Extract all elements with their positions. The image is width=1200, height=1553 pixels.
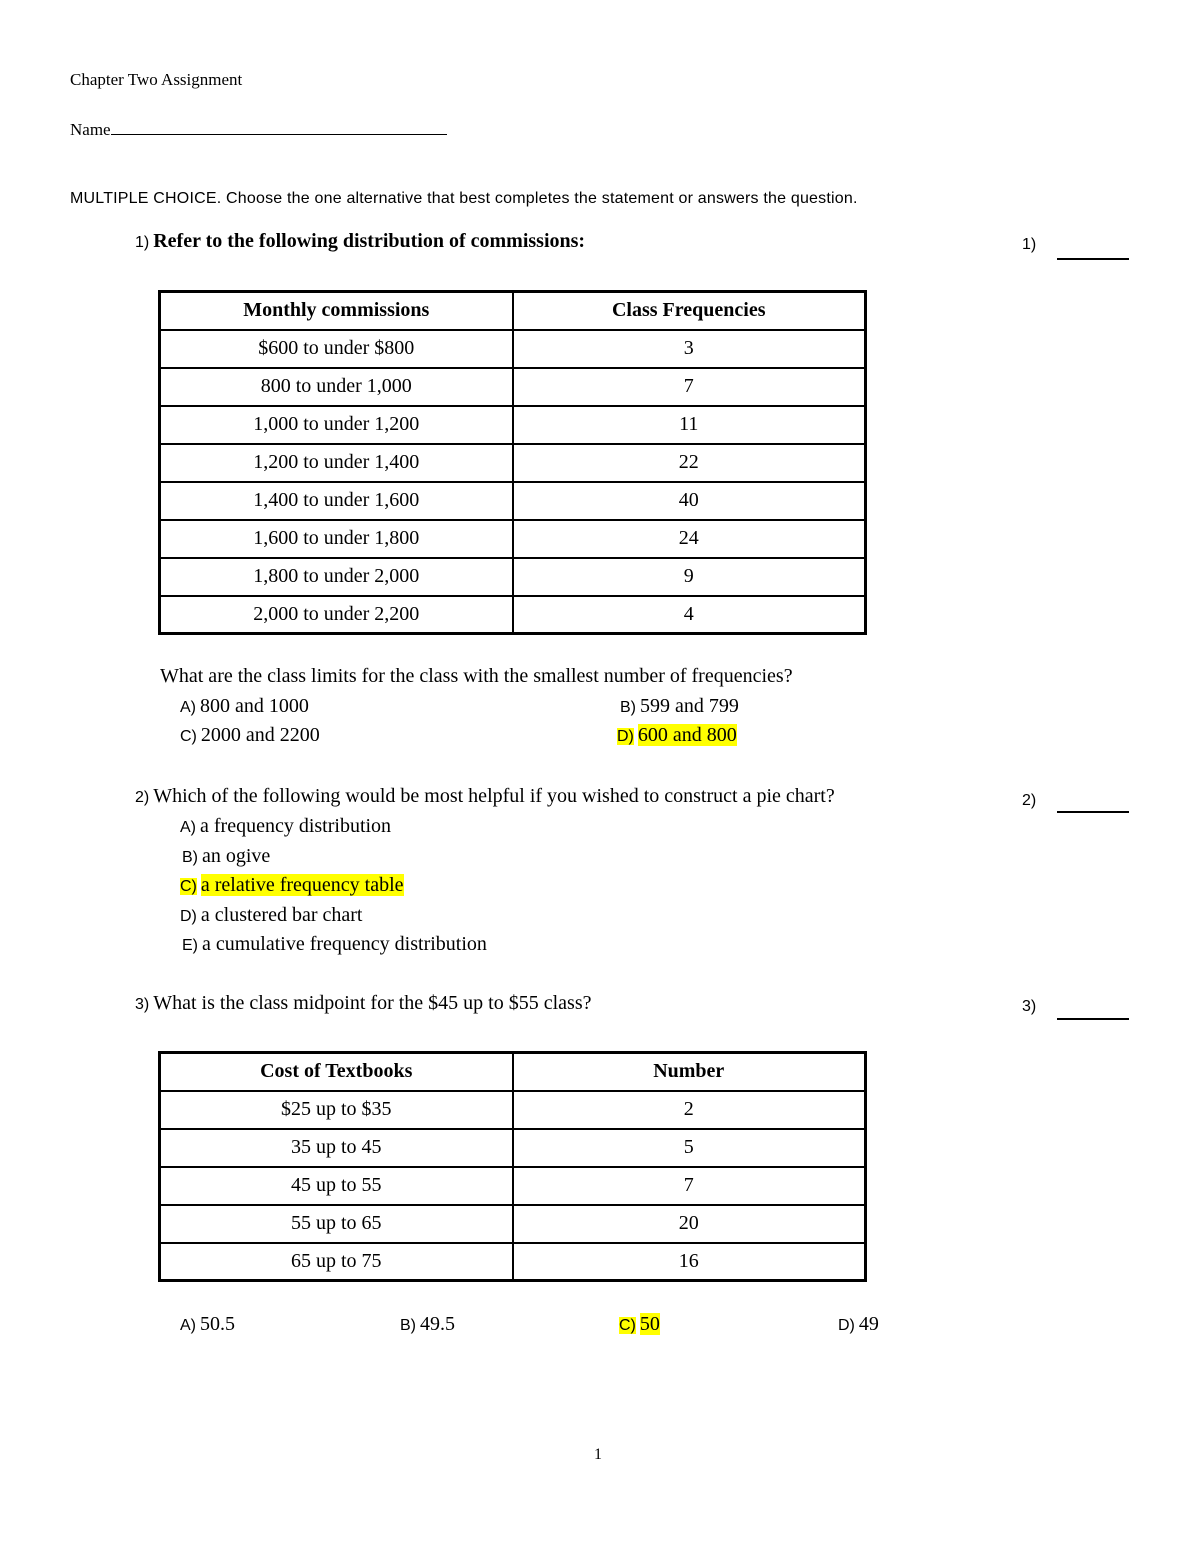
option-letter: C) bbox=[619, 1317, 636, 1334]
table-header-cell: Monthly commissions bbox=[160, 292, 513, 330]
table-cell: 1,800 to under 2,000 bbox=[160, 558, 513, 596]
option-text: a cumulative frequency distribution bbox=[202, 933, 487, 955]
q1-option-b[interactable] bbox=[620, 695, 739, 718]
table-header-cell: Number bbox=[513, 1053, 866, 1091]
table-row bbox=[160, 330, 866, 368]
option-letter: B) bbox=[400, 1317, 416, 1334]
question-1-text: What are the class limits for the class with the smallest number of frequencies? bbox=[160, 665, 793, 687]
table-cell: 9 bbox=[513, 558, 866, 596]
q3-option-d[interactable] bbox=[838, 1313, 879, 1336]
answer-number-2: 2) bbox=[1022, 792, 1037, 809]
table-cell: 55 up to 65 bbox=[160, 1205, 513, 1243]
table-row bbox=[160, 1243, 866, 1281]
option-letter: C) bbox=[180, 728, 197, 745]
table-row bbox=[160, 1205, 866, 1243]
answer-blank-2[interactable] bbox=[1057, 811, 1129, 813]
table-cell: 3 bbox=[513, 330, 866, 368]
q1-option-a[interactable] bbox=[180, 695, 309, 718]
table-header-row bbox=[160, 1053, 866, 1091]
table-cell: 4 bbox=[513, 596, 866, 634]
answer-blank-1[interactable] bbox=[1057, 258, 1129, 260]
instructions: MULTIPLE CHOICE. Choose the one alternative that best completes the statement or answers the question. bbox=[70, 190, 858, 207]
option-text: 50.5 bbox=[200, 1313, 235, 1335]
question-1-prompt bbox=[135, 230, 585, 253]
table-cell: 2 bbox=[513, 1091, 866, 1129]
table-cell: $25 up to $35 bbox=[160, 1091, 513, 1129]
table-cell: 1,400 to under 1,600 bbox=[160, 482, 513, 520]
option-text: 600 and 800 bbox=[637, 724, 737, 746]
question-text: What is the class midpoint for the $45 up to $55 class? bbox=[153, 992, 592, 1014]
document-title: Chapter Two Assignment bbox=[70, 70, 243, 89]
option-letter: A) bbox=[180, 699, 196, 716]
table-header-cell: Class Frequencies bbox=[513, 292, 866, 330]
table-cell: 800 to under 1,000 bbox=[160, 368, 513, 406]
table-cell: 16 bbox=[513, 1243, 866, 1281]
option-text: 49 bbox=[858, 1313, 879, 1335]
table-row bbox=[160, 482, 866, 520]
option-letter: C) bbox=[180, 878, 197, 895]
table-cell: 1,600 to under 1,800 bbox=[160, 520, 513, 558]
q2-option-e[interactable] bbox=[182, 933, 487, 956]
question-number: 1) bbox=[135, 234, 150, 251]
q3-option-c[interactable] bbox=[619, 1313, 660, 1336]
option-letter: E) bbox=[182, 937, 198, 954]
table-header-cell: Cost of Textbooks bbox=[160, 1053, 513, 1091]
table-cell: 22 bbox=[513, 444, 866, 482]
table-cell: 45 up to 55 bbox=[160, 1167, 513, 1205]
option-letter: D) bbox=[838, 1317, 855, 1334]
question-number: 2) bbox=[135, 789, 150, 806]
q1-option-c[interactable] bbox=[180, 724, 320, 747]
question-number: 3) bbox=[135, 996, 150, 1013]
answer-number-3: 3) bbox=[1022, 998, 1037, 1015]
q2-option-b[interactable] bbox=[182, 845, 270, 868]
q3-option-a[interactable] bbox=[180, 1313, 235, 1336]
name-label: Name bbox=[70, 120, 111, 139]
option-letter: D) bbox=[180, 908, 197, 925]
option-text: 599 and 799 bbox=[640, 695, 739, 717]
name-field[interactable] bbox=[70, 118, 447, 140]
table-cell: 20 bbox=[513, 1205, 866, 1243]
table-cell: 65 up to 75 bbox=[160, 1243, 513, 1281]
q1-option-d[interactable] bbox=[617, 724, 737, 747]
option-text: an ogive bbox=[202, 845, 271, 867]
answer-blank-3[interactable] bbox=[1057, 1018, 1129, 1020]
table-row bbox=[160, 368, 866, 406]
table-cell: 11 bbox=[513, 406, 866, 444]
table-cell: 1,200 to under 1,400 bbox=[160, 444, 513, 482]
table-row bbox=[160, 1167, 866, 1205]
table-row bbox=[160, 596, 866, 634]
option-letter: B) bbox=[620, 699, 636, 716]
option-letter: A) bbox=[180, 1317, 196, 1334]
table-cell: 35 up to 45 bbox=[160, 1129, 513, 1167]
option-text: 50 bbox=[639, 1313, 660, 1335]
table-row bbox=[160, 1129, 866, 1167]
table-cell: 24 bbox=[513, 520, 866, 558]
answer-number-1: 1) bbox=[1022, 236, 1037, 253]
page-number: 1 bbox=[594, 1446, 602, 1463]
question-2-prompt bbox=[135, 785, 835, 808]
question-text: Refer to the following distribution of commissions: bbox=[153, 230, 586, 252]
table-row bbox=[160, 1091, 866, 1129]
q2-option-a[interactable] bbox=[180, 815, 391, 838]
option-text: 49.5 bbox=[420, 1313, 455, 1335]
question-3-prompt bbox=[135, 992, 592, 1015]
option-letter: D) bbox=[617, 728, 634, 745]
commissions-table bbox=[158, 290, 867, 635]
textbooks-table bbox=[158, 1051, 867, 1282]
option-text: a relative frequency table bbox=[200, 874, 404, 896]
option-text: a clustered bar chart bbox=[200, 904, 363, 926]
table-cell: 1,000 to under 1,200 bbox=[160, 406, 513, 444]
table-row bbox=[160, 558, 866, 596]
option-text: a frequency distribution bbox=[200, 815, 392, 837]
q3-option-b[interactable] bbox=[400, 1313, 455, 1336]
option-letter: B) bbox=[182, 849, 198, 866]
q2-option-c[interactable] bbox=[180, 874, 404, 897]
table-cell: 7 bbox=[513, 368, 866, 406]
option-letter: A) bbox=[180, 819, 196, 836]
table-row bbox=[160, 406, 866, 444]
table-row bbox=[160, 520, 866, 558]
name-blank-line[interactable] bbox=[111, 118, 447, 135]
table-cell: $600 to under $800 bbox=[160, 330, 513, 368]
table-header-row bbox=[160, 292, 866, 330]
table-cell: 2,000 to under 2,200 bbox=[160, 596, 513, 634]
option-text: 800 and 1000 bbox=[200, 695, 309, 717]
q2-option-d[interactable] bbox=[180, 904, 362, 927]
table-row bbox=[160, 444, 866, 482]
option-text: 2000 and 2200 bbox=[200, 724, 320, 746]
question-text: Which of the following would be most helpful if you wished to construct a pie chart? bbox=[153, 785, 835, 807]
table-cell: 7 bbox=[513, 1167, 866, 1205]
table-cell: 5 bbox=[513, 1129, 866, 1167]
table-cell: 40 bbox=[513, 482, 866, 520]
